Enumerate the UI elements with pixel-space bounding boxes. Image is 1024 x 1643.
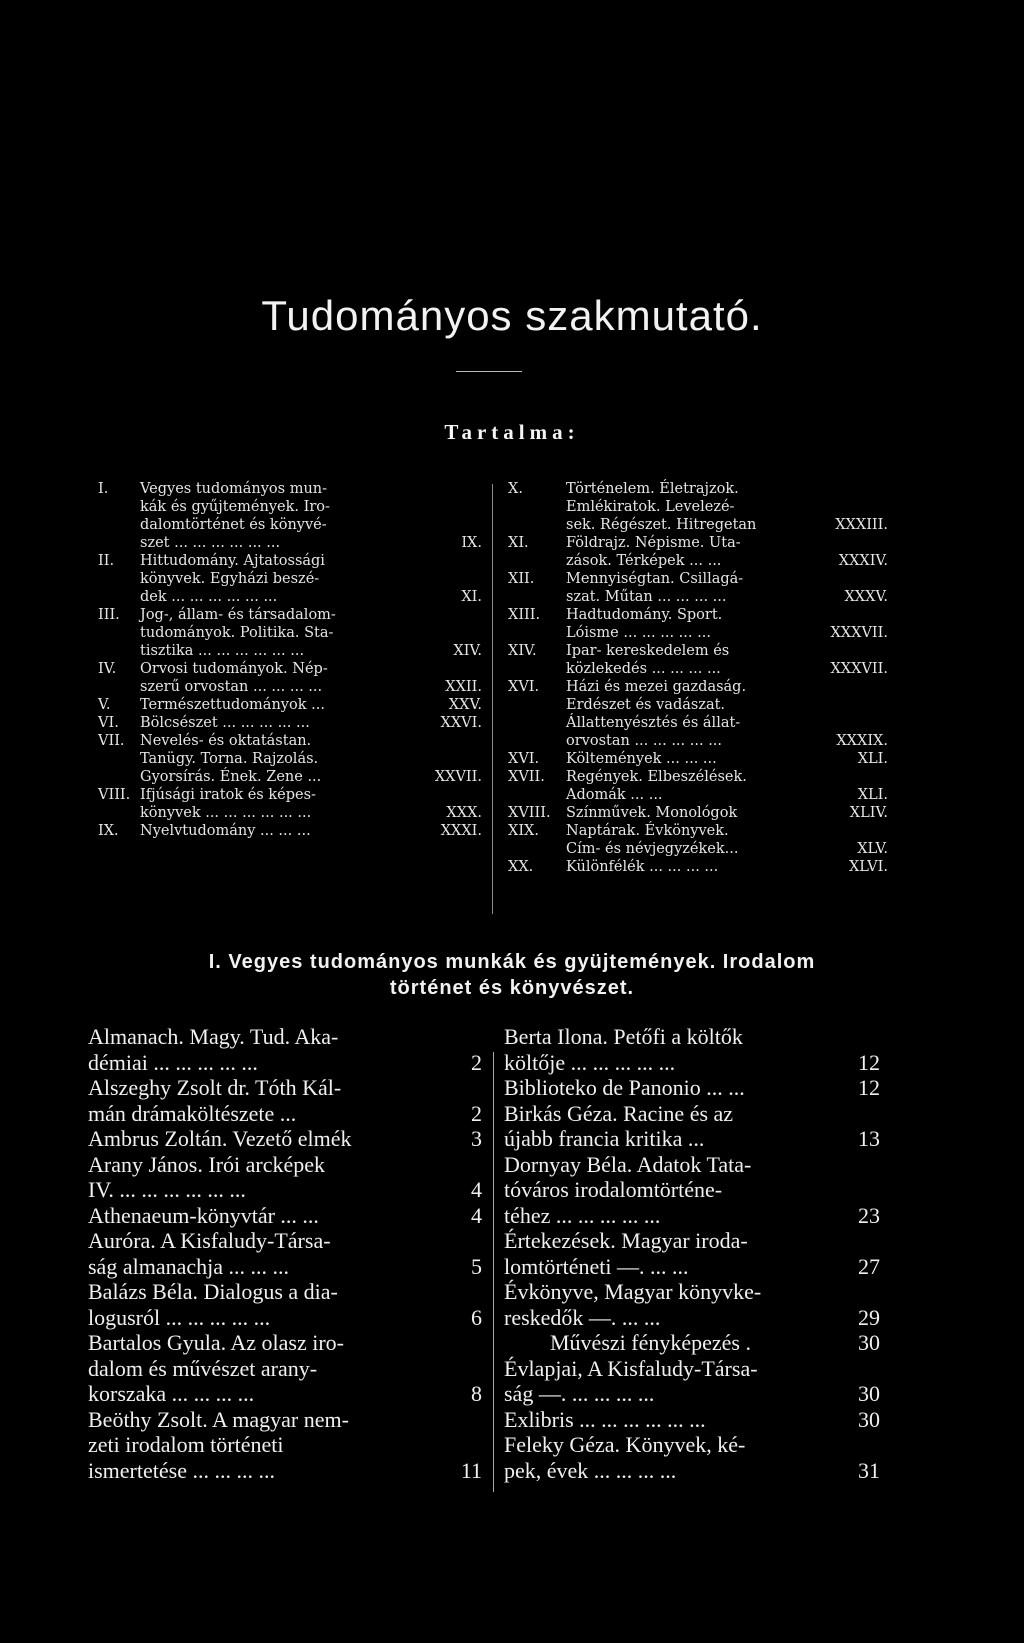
index-entry-page: 4 [471,1177,482,1202]
toc-text: Házi és mezei gazdaság. Erdészet és vadászat. Állattenyésztés és állat- orvostan ... ... ... ... ... [566,679,747,749]
toc-page: IX. [461,535,482,551]
index-entry [88,1126,482,1152]
index-entry-page: 8 [471,1381,482,1406]
toc-text: Színművek. Monológok [566,805,738,821]
toc-number: III. [98,607,120,623]
toc-number: XIV. [508,643,537,659]
title-divider [456,371,522,372]
index-entry [88,1203,482,1229]
toc-entry [508,822,888,858]
toc-page: XLIV. [849,805,888,821]
index-entry-page: 4 [471,1202,482,1228]
toc-number: VIII. [98,787,131,803]
toc-number: V. [98,697,111,713]
toc-text: Orvosi tudományok. Nép- szerű orvostan ... ... ... ... [140,661,328,695]
index-entry-page: 11 [460,1457,482,1483]
toc-text: Mennyiségtan. Csillagá- szat. Műtan ... ... ... ... [566,571,744,605]
index-entry-page: 3 [471,1126,482,1151]
toc-text: Költemények ... ... ... [566,751,717,767]
toc-entry [508,480,888,534]
toc-number: IX. [98,823,119,839]
toc-number: XI. [508,535,529,551]
toc-number: IV. [98,661,117,677]
index-entry-text: Exlibris ... ... ... ... ... ... [504,1406,706,1432]
toc-page: XXVII. [434,769,482,785]
index-entry-page: 30 [858,1406,880,1432]
section-heading: I. Vegyes tudományos munkák és gyüjtemények. Irodalom történet és könyvészet. [208,951,816,999]
index-entry-page: 30 [858,1381,880,1406]
toc-text: Hittudomány. Ajtatossági könyvek. Egyházi beszé- dek ... ... ... ... ... ... [140,553,325,605]
index-entry-page: 30 [858,1330,880,1355]
toc-text: Regények. Elbeszélések. Adomák ... ... [566,769,747,803]
index-entry [504,1101,880,1152]
toc-text: Vegyes tudományos mun- kák és gyűjtemények. Iro- dalomtörténet és könyvé- szet ... ... ... ... ... ... [140,481,330,551]
index-column-divider [493,1052,494,1492]
index-entry-text: Beöthy Zsolt. A magyar nem- zeti irodalom történeti ismertetése ... ... ... ... [88,1406,349,1483]
index-entry-text: Bartalos Gyula. Az olasz iro- dalom és művészet arany- korszaka ... ... ... ... [88,1330,344,1406]
toc-entry [508,678,888,750]
toc-text: Földrajz. Népisme. Uta- zások. Térképek ... ... [566,535,741,569]
index-entry-page: 12 [858,1049,880,1075]
toc-entry [98,660,482,696]
index-entry [88,1024,482,1075]
index-entry [88,1407,482,1484]
index-entry [88,1330,482,1407]
toc-entry [508,570,888,606]
index-entry [504,1432,880,1483]
index-entry-text: Feleky Géza. Könyvek, ké- pek, évek ... ... ... ... [504,1432,746,1483]
index-entry [88,1152,482,1203]
index-entry-text: Berta Ilona. Petőfi a költők költője ... ... ... ... ... [504,1024,743,1075]
toc-number: XII. [508,571,535,587]
index-entry [504,1330,880,1356]
toc-text: Történelem. Életrajzok. Emlékiratok. Levelezé- sek. Régészet. Hitregetan [566,481,757,533]
toc-entry [508,858,888,876]
toc-page: XXXVII. [830,661,888,677]
index-entry [504,1228,880,1279]
index-entry-text: Almanach. Magy. Tud. Aka- démiai ... ... ... ... ... [88,1024,339,1075]
toc-number: XVI. [508,679,540,695]
index-entry-text: Birkás Géza. Racine és az újabb francia kritika ... [504,1100,734,1151]
toc-entry [98,786,482,822]
index-entry-text: Auróra. A Kisfaludy-Társa- ság almanachja ... ... ... [88,1228,331,1279]
index-entry-page: 27 [858,1253,880,1279]
index-entry-page: 2 [471,1100,482,1126]
index-left-column [88,1024,482,1483]
index-entry-text: Dornyay Béla. Adatok Tata- tóváros irodalomtörténe- téhez ... ... ... ... ... [504,1151,752,1228]
toc-page: XXVI. [440,715,482,731]
index-entry-page: 31 [858,1457,880,1483]
index-entry-page: 5 [471,1253,482,1279]
toc-number: XX. [508,859,534,875]
toc-number: XIII. [508,607,541,623]
toc-number: II. [98,553,115,569]
index-entry-text: Biblioteko de Panonio ... ... [504,1075,745,1100]
toc-number: X. [508,481,523,497]
toc-text: Természettudományok ... [140,697,325,713]
toc-page: XXXV. [844,589,888,605]
index-entry-page: 13 [858,1126,880,1151]
toc-text: Hadtudomány. Sport. Lóisme ... ... ... ... ... [566,607,723,641]
toc-page: XXXI. [440,823,482,839]
index-entry [504,1356,880,1407]
toc-entry [508,534,888,570]
toc-page: XLI. [857,751,888,767]
index-entry-text: Athenaeum-könyvtár ... ... [88,1202,319,1228]
toc-entry [508,606,888,642]
index-entry-text: Értekezések. Magyar iroda- lomtörténeti —. ... ... [504,1228,748,1279]
index-entry-text: Balázs Béla. Dialogus a dia- logusról ... ... ... ... ... [88,1279,338,1330]
index-entry [504,1024,880,1075]
toc-right-column [508,480,888,876]
index-entry [504,1152,880,1229]
toc-entry [98,552,482,606]
toc-page: XLV. [857,841,888,857]
toc-entry [98,822,482,840]
toc-page: XI. [461,589,482,605]
toc-left-column [98,480,482,840]
toc-entry [508,804,888,822]
index-entry [504,1279,880,1330]
toc-entry [508,642,888,678]
toc-entry [98,714,482,732]
index-entry-page: 2 [471,1049,482,1075]
toc-number: XIX. [508,823,539,839]
toc-page: XXXVII. [830,625,888,641]
index-entry-text: Évkönyve, Magyar könyvke- reskedők —. ... ... [504,1279,762,1330]
toc-text: Nyelvtudomány ... ... ... [140,823,311,839]
toc-entry [98,480,482,552]
toc-number: XVII. [508,769,545,785]
toc-entry [98,732,482,786]
toc-page: XLI. [857,787,888,803]
index-entry [88,1075,482,1126]
index-right-column [504,1024,880,1483]
index-entry-text: Évlapjai, A Kisfaludy-Társa- ság —. ... ... ... ... [504,1355,758,1406]
toc-page: XXXIV. [838,553,888,569]
toc-text: Ifjúsági iratok és képes- könyvek ... ... ... ... ... ... [140,787,316,821]
toc-entry [98,696,482,714]
toc-column-divider [492,484,493,914]
index-entry-page: 12 [858,1075,880,1100]
index-entry-text: Arany János. Irói arcképek IV. ... ... ... ... ... ... [88,1151,326,1202]
index-entry-text: Alszeghy Zsolt dr. Tóth Kál- mán drámaköltészete ... [88,1075,342,1126]
toc-number: XVI. [508,751,540,767]
toc-text: Nevelés- és oktatástan. Tanügy. Torna. Rajzolás. Gyorsírás. Ének. Zene ... [140,733,322,785]
toc-entry [508,768,888,804]
toc-page: XIV. [453,643,482,659]
toc-page: XXXIII. [835,517,888,533]
toc-entry [508,750,888,768]
toc-text: Naptárak. Évkönyvek. Cím- és névjegyzékek... [566,823,739,857]
toc-text: Különfélék ... ... ... ... [566,859,719,875]
index-entry-text: Ambrus Zoltán. Vezető elmék [88,1126,352,1151]
toc-page: XXV. [448,697,482,713]
toc-text: Jog-, állam- és társadalom- tudományok. Politika. Sta- tisztika ... ... ... ... ... ... [140,607,336,659]
toc-entry [98,606,482,660]
index-entry-page: 29 [858,1304,880,1330]
toc-text: Ipar- kereskedelem és közlekedés ... ... ... ... [566,643,730,677]
contents-heading: Tartalma: [444,420,580,444]
index-entry [88,1228,482,1279]
toc-page: XLVI. [848,859,888,875]
toc-number: I. [98,481,109,497]
toc-number: VI. [98,715,119,731]
index-entry-page: 23 [858,1202,880,1228]
index-entry [504,1407,880,1433]
index-entry-page: 6 [471,1304,482,1330]
index-entry [504,1075,880,1101]
toc-text: Bölcsészet ... ... ... ... ... [140,715,310,731]
index-entry-text: Művészi fényképezés . [550,1330,751,1355]
index-entry [88,1279,482,1330]
toc-page: XXXIX. [836,733,888,749]
toc-page: XXX. [446,805,482,821]
page-title: Tudományos szakmutató. [261,292,763,339]
toc-number: VII. [98,733,125,749]
toc-page: XXII. [445,679,482,695]
toc-number: XVIII. [508,805,551,821]
